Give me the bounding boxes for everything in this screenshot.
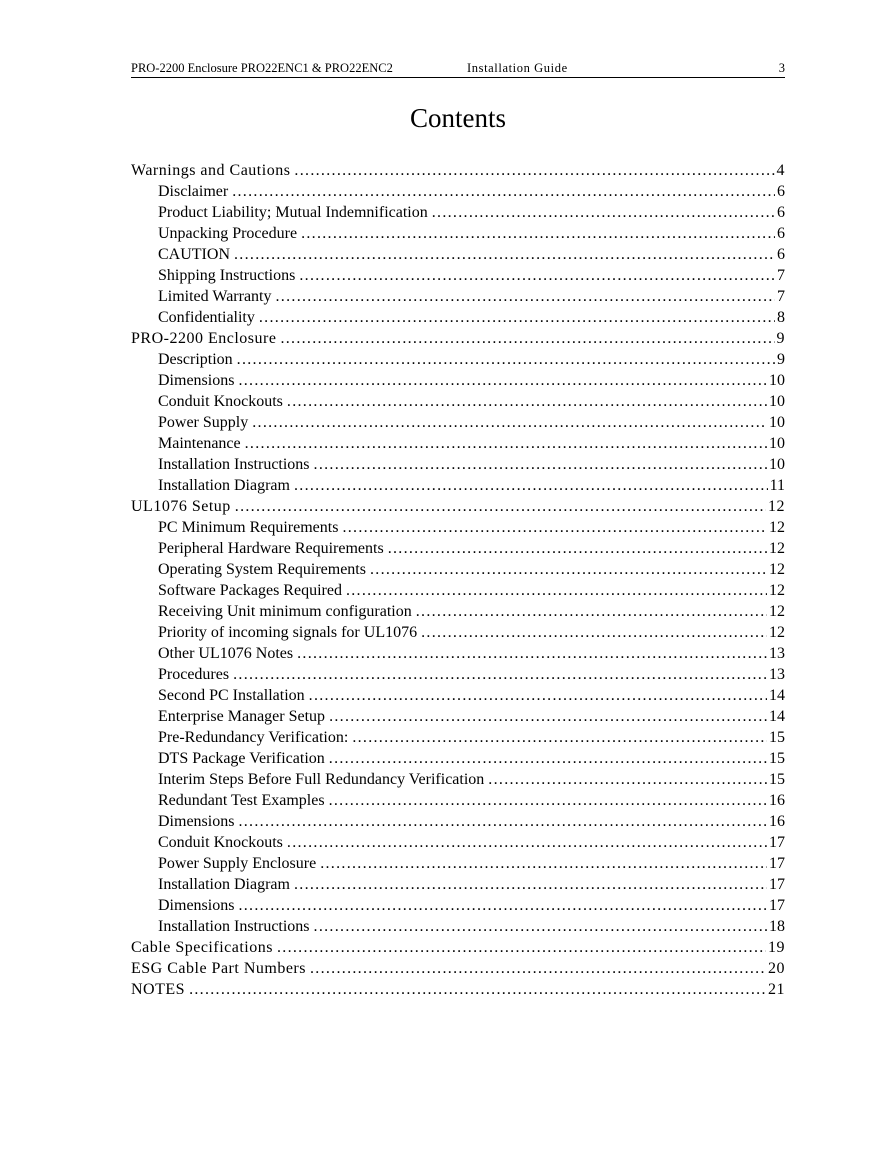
toc-entry-page-number: 19 [768, 939, 785, 956]
toc-dot-leader [488, 769, 767, 790]
contents-heading: Contents [409, 103, 506, 133]
toc-dot-leader [237, 349, 775, 370]
toc-dot-leader [370, 559, 767, 580]
toc-entry-label: Installation Instructions [158, 918, 310, 935]
toc-dot-leader [276, 286, 776, 307]
toc-dot-leader [277, 937, 766, 958]
toc-dot-leader [294, 160, 774, 181]
toc-entry-label: CAUTION [158, 246, 230, 263]
toc-entry-label: Pre-Redundancy Verification: [158, 729, 349, 746]
toc-dot-leader [189, 979, 766, 1000]
toc-dot-leader [238, 895, 767, 916]
toc-entry-label: Enterprise Manager Setup [158, 708, 326, 725]
toc-dot-leader [245, 433, 767, 454]
toc-subsection-entry[interactable] [131, 391, 785, 412]
toc-entry-page-number: 13 [769, 645, 785, 662]
toc-dot-leader [342, 517, 767, 538]
toc-entry-page-number: 15 [769, 729, 785, 746]
toc-subsection-entry[interactable] [131, 475, 785, 496]
toc-subsection-entry[interactable] [131, 580, 785, 601]
toc-subsection-entry[interactable] [131, 223, 785, 244]
toc-entry-page-number: 6 [777, 246, 785, 263]
toc-entry-page-number: 8 [777, 309, 785, 326]
toc-subsection-entry[interactable] [131, 622, 785, 643]
toc-dot-leader [234, 244, 775, 265]
toc-section-entry[interactable] [131, 160, 785, 181]
toc-entry-label: DTS Package Verification [158, 750, 325, 767]
toc-section-entry[interactable] [131, 496, 785, 517]
toc-subsection-entry[interactable] [131, 769, 785, 790]
toc-subsection-entry[interactable] [131, 748, 785, 769]
toc-section-entry[interactable] [131, 328, 785, 349]
toc-dot-leader [388, 538, 767, 559]
toc-subsection-entry[interactable] [131, 601, 785, 622]
toc-subsection-entry[interactable] [131, 202, 785, 223]
header-page-number: 3 [778, 61, 785, 75]
toc-subsection-entry[interactable] [131, 244, 785, 265]
toc-dot-leader [352, 727, 767, 748]
toc-entry-page-number: 17 [769, 897, 785, 914]
toc-dot-leader [320, 853, 767, 874]
toc-subsection-entry[interactable] [131, 895, 785, 916]
toc-dot-leader [259, 307, 775, 328]
toc-entry-label: Product Liability; Mutual Indemnification [158, 204, 428, 221]
toc-dot-leader [329, 706, 767, 727]
toc-entry-label: PC Minimum Requirements [158, 519, 339, 536]
toc-subsection-entry[interactable] [131, 853, 785, 874]
toc-subsection-entry[interactable] [131, 181, 785, 202]
toc-entry-page-number: 7 [777, 288, 785, 305]
toc-entry-page-number: 17 [769, 855, 785, 872]
toc-dot-leader [314, 454, 767, 475]
header-document-title: PRO-2200 Enclosure PRO22ENC1 & PRO22ENC2 [131, 61, 393, 75]
toc-entry-label: Dimensions [158, 897, 235, 914]
toc-entry-page-number: 15 [769, 771, 785, 788]
toc-dot-leader [314, 916, 767, 937]
toc-entry-page-number: 12 [769, 561, 785, 578]
toc-dot-leader [232, 181, 775, 202]
toc-entry-label: Description [158, 351, 233, 368]
toc-entry-page-number: 16 [769, 792, 785, 809]
toc-entry-page-number: 6 [777, 204, 785, 221]
toc-entry-label: Installation Instructions [158, 456, 310, 473]
table-of-contents [131, 160, 785, 1000]
toc-entry-label: Power Supply Enclosure [158, 855, 317, 872]
toc-dot-leader [421, 622, 767, 643]
toc-entry-page-number: 14 [769, 687, 785, 704]
toc-entry-label: Dimensions [158, 813, 235, 830]
toc-dot-leader [287, 391, 767, 412]
toc-entry-label: Power Supply [158, 414, 249, 431]
toc-entry-page-number: 18 [769, 918, 785, 935]
toc-entry-label: Shipping Instructions [158, 267, 296, 284]
toc-dot-leader [238, 370, 767, 391]
toc-entry-page-number: 12 [769, 603, 785, 620]
toc-dot-leader [297, 643, 767, 664]
toc-subsection-entry[interactable] [131, 538, 785, 559]
toc-subsection-entry[interactable] [131, 685, 785, 706]
toc-dot-leader [346, 580, 767, 601]
toc-entry-page-number: 12 [769, 582, 785, 599]
toc-entry-label: Dimensions [158, 372, 235, 389]
toc-entry-page-number: 12 [768, 498, 785, 515]
toc-subsection-entry[interactable] [131, 349, 785, 370]
toc-entry-page-number: 4 [776, 162, 785, 179]
toc-entry-label: Operating System Requirements [158, 561, 366, 578]
toc-entry-label: Cable Specifications [131, 939, 273, 956]
toc-section-entry[interactable] [131, 937, 785, 958]
toc-dot-leader [235, 496, 766, 517]
toc-subsection-entry[interactable] [131, 664, 785, 685]
toc-dot-leader [252, 412, 767, 433]
toc-entry-page-number: 6 [777, 225, 785, 242]
toc-entry-page-number: 10 [769, 456, 785, 473]
toc-dot-leader [233, 664, 767, 685]
toc-entry-label: Disclaimer [158, 183, 229, 200]
toc-entry-page-number: 12 [769, 540, 785, 557]
toc-entry-page-number: 10 [769, 414, 785, 431]
toc-entry-label: Other UL1076 Notes [158, 645, 294, 662]
toc-entry-label: Second PC Installation [158, 687, 305, 704]
toc-entry-label: Peripheral Hardware Requirements [158, 540, 384, 557]
toc-dot-leader [287, 832, 767, 853]
toc-subsection-entry[interactable] [131, 454, 785, 475]
toc-subsection-entry[interactable] [131, 811, 785, 832]
toc-entry-label: PRO-2200 Enclosure [131, 330, 277, 347]
toc-subsection-entry[interactable] [131, 727, 785, 748]
toc-dot-leader [329, 748, 767, 769]
toc-entry-page-number: 16 [769, 813, 785, 830]
toc-entry-page-number: 9 [777, 351, 785, 368]
toc-entry-page-number: 11 [769, 477, 785, 494]
toc-entry-page-number: 10 [769, 372, 785, 389]
toc-subsection-entry[interactable] [131, 916, 785, 937]
toc-subsection-entry[interactable] [131, 412, 785, 433]
toc-entry-label: Priority of incoming signals for UL1076 [158, 624, 418, 641]
toc-entry-page-number: 10 [769, 393, 785, 410]
toc-subsection-entry[interactable] [131, 559, 785, 580]
toc-entry-label: Procedures [158, 666, 230, 683]
toc-subsection-entry[interactable] [131, 370, 785, 391]
toc-entry-page-number: 12 [769, 519, 785, 536]
toc-dot-leader [294, 475, 768, 496]
toc-entry-page-number: 12 [769, 624, 785, 641]
toc-subsection-entry[interactable] [131, 517, 785, 538]
toc-subsection-entry[interactable] [131, 265, 785, 286]
toc-dot-leader [416, 601, 767, 622]
toc-subsection-entry[interactable] [131, 706, 785, 727]
toc-entry-label: Interim Steps Before Full Redundancy Verification [158, 771, 485, 788]
toc-entry-label: Installation Diagram [158, 876, 290, 893]
toc-entry-page-number: 13 [769, 666, 785, 683]
toc-dot-leader [238, 811, 767, 832]
toc-subsection-entry[interactable] [131, 790, 785, 811]
toc-subsection-entry[interactable] [131, 307, 785, 328]
toc-entry-label: Receiving Unit minimum configuration [158, 603, 412, 620]
toc-section-entry[interactable] [131, 979, 785, 1000]
toc-entry-page-number: 15 [769, 750, 785, 767]
toc-entry-label: NOTES [131, 981, 186, 998]
toc-subsection-entry[interactable] [131, 286, 785, 307]
toc-dot-leader [310, 958, 766, 979]
toc-subsection-entry[interactable] [131, 643, 785, 664]
toc-dot-leader [294, 874, 767, 895]
toc-dot-leader [329, 790, 767, 811]
toc-subsection-entry[interactable] [131, 874, 785, 895]
toc-section-entry[interactable] [131, 958, 785, 979]
toc-entry-label: Unpacking Procedure [158, 225, 298, 242]
toc-subsection-entry[interactable] [131, 433, 785, 454]
toc-dot-leader [432, 202, 775, 223]
toc-dot-leader [309, 685, 767, 706]
toc-subsection-entry[interactable] [131, 832, 785, 853]
toc-entry-page-number: 17 [769, 834, 785, 851]
toc-dot-leader [299, 265, 775, 286]
toc-entry-page-number: 7 [777, 267, 785, 284]
toc-entry-label: Conduit Knockouts [158, 393, 283, 410]
toc-entry-label: Maintenance [158, 435, 241, 452]
toc-entry-page-number: 10 [769, 435, 785, 452]
toc-entry-page-number: 17 [769, 876, 785, 893]
toc-entry-page-number: 9 [776, 330, 785, 347]
toc-entry-page-number: 21 [768, 981, 785, 998]
toc-entry-page-number: 14 [769, 708, 785, 725]
toc-entry-label: Warnings and Cautions [131, 162, 291, 179]
toc-entry-label: UL1076 Setup [131, 498, 231, 515]
toc-dot-leader [301, 223, 775, 244]
toc-entry-label: Installation Diagram [158, 477, 290, 494]
page-header [131, 60, 785, 78]
toc-entry-label: Software Packages Required [158, 582, 342, 599]
toc-entry-label: Limited Warranty [158, 288, 272, 305]
toc-entry-page-number: 20 [768, 960, 785, 977]
toc-entry-label: Redundant Test Examples [158, 792, 325, 809]
toc-dot-leader [280, 328, 774, 349]
toc-entry-label: Confidentiality [158, 309, 255, 326]
header-guide-name: Installation Guide [467, 61, 568, 75]
toc-entry-page-number: 6 [777, 183, 785, 200]
toc-entry-label: Conduit Knockouts [158, 834, 283, 851]
toc-entry-label: ESG Cable Part Numbers [131, 960, 306, 977]
